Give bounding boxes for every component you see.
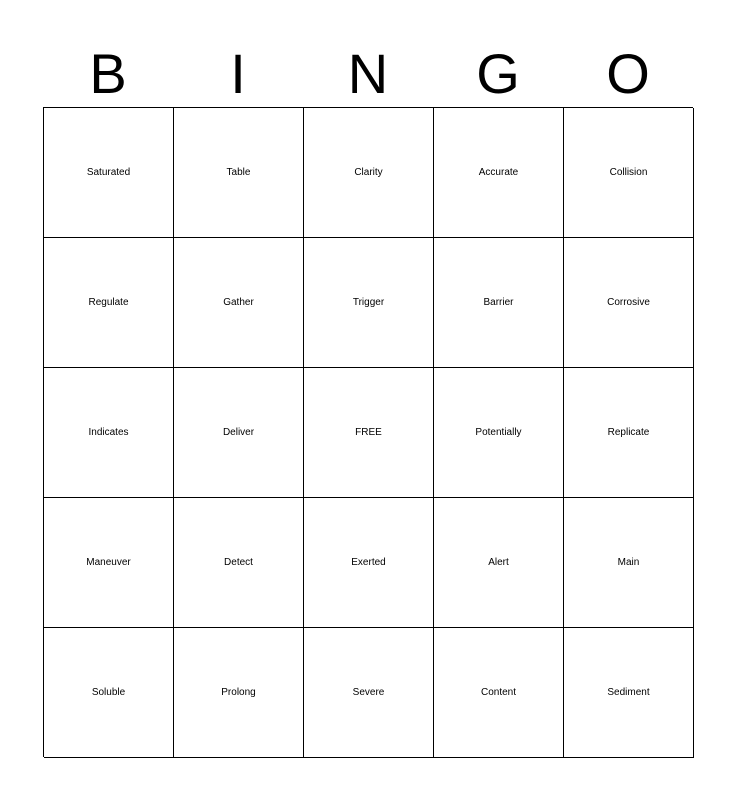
free-space-cell[interactable]: FREE — [304, 368, 434, 498]
bingo-cell[interactable]: Alert — [434, 498, 564, 628]
bingo-cell[interactable]: Deliver — [174, 368, 304, 498]
bingo-cell[interactable]: Sediment — [564, 628, 694, 758]
bingo-cell[interactable]: Regulate — [44, 238, 174, 368]
header-letter-o: O — [606, 42, 650, 105]
bingo-cell[interactable]: Maneuver — [44, 498, 174, 628]
bingo-cell[interactable]: Detect — [174, 498, 304, 628]
bingo-cell[interactable]: Replicate — [564, 368, 694, 498]
header-letter-b: B — [89, 42, 127, 105]
bingo-cell[interactable]: Barrier — [434, 238, 564, 368]
bingo-cell[interactable]: Clarity — [304, 108, 434, 238]
bingo-cell[interactable]: Gather — [174, 238, 304, 368]
bingo-cell[interactable]: Trigger — [304, 238, 434, 368]
bingo-cell[interactable]: Main — [564, 498, 694, 628]
bingo-board — [43, 107, 693, 757]
header-letter-i: I — [230, 42, 246, 105]
bingo-cell[interactable]: Prolong — [174, 628, 304, 758]
bingo-cell[interactable]: Indicates — [44, 368, 174, 498]
bingo-cell[interactable]: Accurate — [434, 108, 564, 238]
bingo-cell[interactable]: Table — [174, 108, 304, 238]
bingo-cell[interactable]: Collision — [564, 108, 694, 238]
bingo-cell[interactable]: Soluble — [44, 628, 174, 758]
bingo-cell[interactable]: Potentially — [434, 368, 564, 498]
bingo-cell[interactable]: Saturated — [44, 108, 174, 238]
bingo-cell[interactable]: Exerted — [304, 498, 434, 628]
bingo-cell[interactable]: Severe — [304, 628, 434, 758]
header-letter-g: G — [476, 42, 520, 105]
bingo-header — [43, 40, 693, 108]
header-letter-n: N — [347, 42, 389, 105]
bingo-cell[interactable]: Corrosive — [564, 238, 694, 368]
bingo-cell[interactable]: Content — [434, 628, 564, 758]
